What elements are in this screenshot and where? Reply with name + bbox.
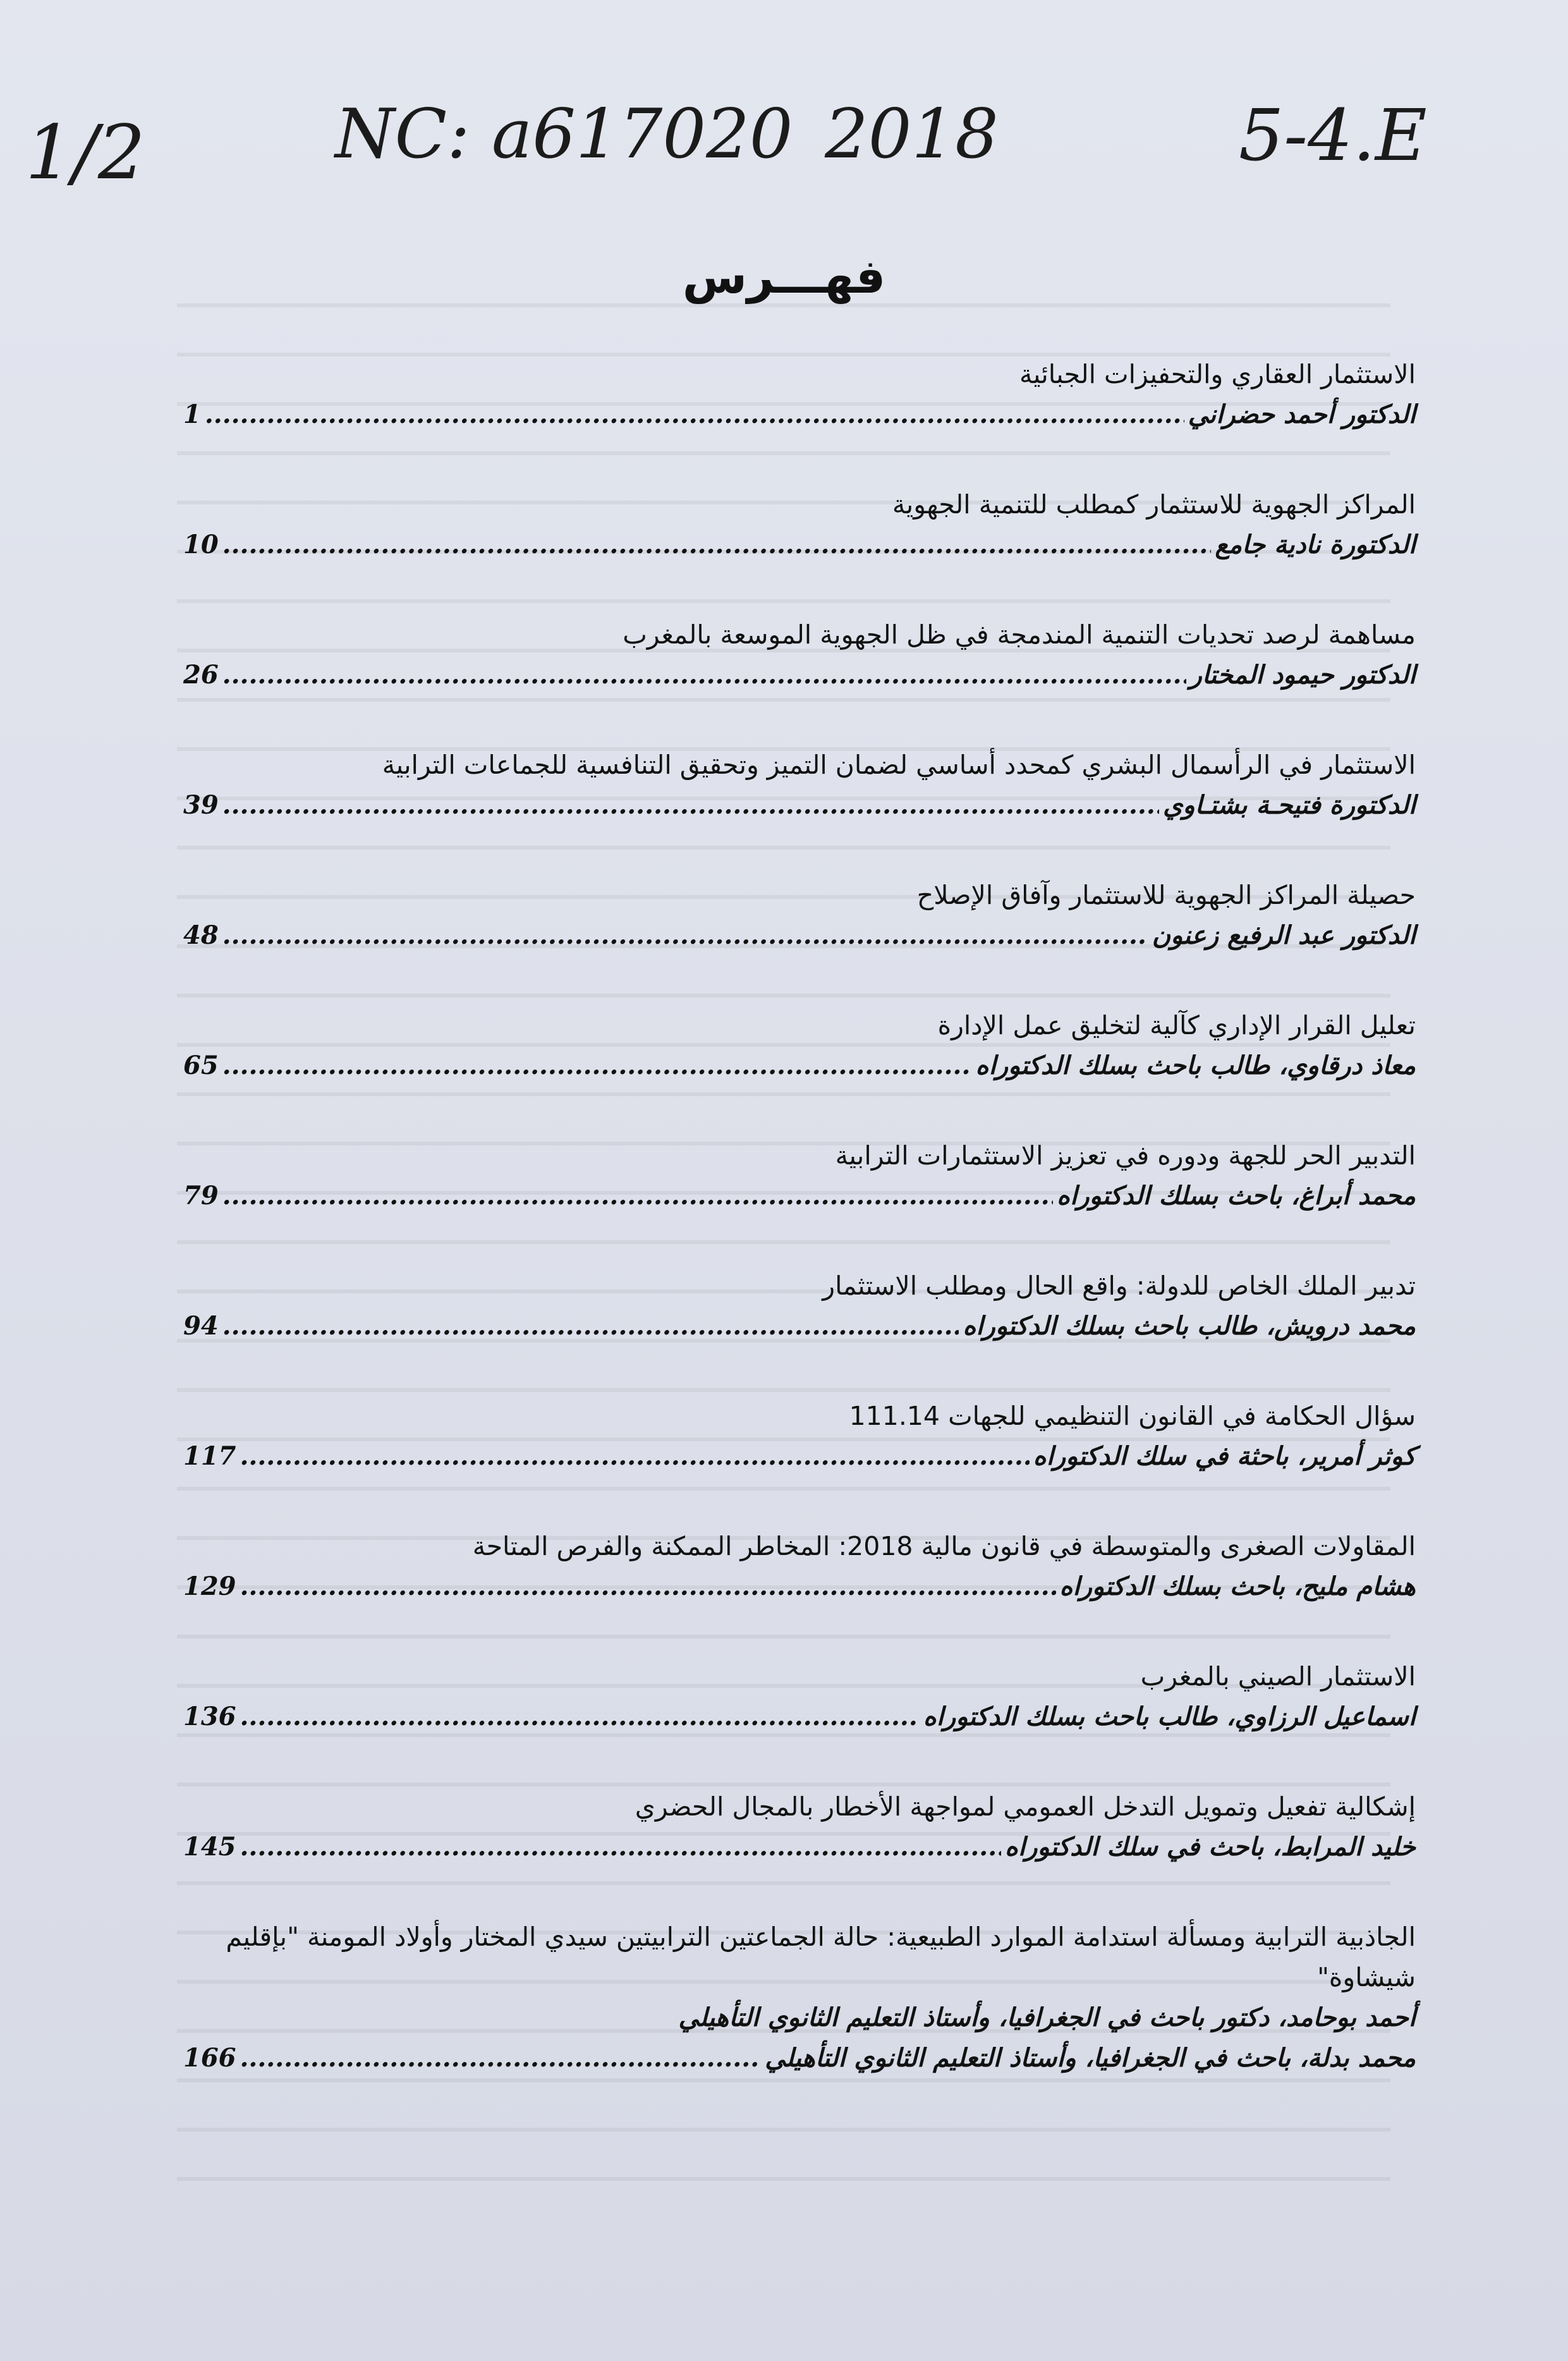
toc-entry-author-row [183, 785, 1416, 826]
toc-entry-author: الدكتور أحمد حضراني [1188, 400, 1416, 429]
toc-entry-title: المراكز الجهوية للاستثمار كمطلب للتنمية الجهوية [892, 489, 1416, 520]
toc-entry-author-row [183, 1436, 1416, 1477]
toc-entry [183, 1656, 1416, 1737]
toc-entry-author: اسماعيل الرزاوي، طالب باحث بسلك الدكتوراه [923, 1702, 1416, 1731]
toc-entry-page-number: 26 [183, 660, 219, 690]
toc-entry-author: محمد درويش، طالب باحث بسلك الدكتوراه [963, 1311, 1416, 1341]
toc-entry-page-number: 39 [183, 790, 219, 820]
toc-entry-author: كوثر أمرير، باحثة في سلك الدكتوراه [1033, 1441, 1416, 1471]
dot-leader [222, 1046, 972, 1086]
toc-entry-title: الجاذبية الترابية ومسألة استدامة الموارد الطبيعية: حالة الجماعتين الترابيتين سيدي المختار وأولاد المومنة "بإقليم شيشاوة" [226, 1922, 1416, 1992]
toc-entry-author: هشام مليح، باحث بسلك الدكتوراه [1059, 1571, 1416, 1601]
toc-entry-title: مساهمة لرصد تحديات التنمية المندمجة في ظل الجهوية الموسعة بالمغرب [623, 619, 1416, 650]
toc-entry-author-row [183, 1306, 1416, 1346]
toc-entry-page-number: 117 [183, 1441, 236, 1471]
toc-entry-title: التدبير الحر للجهة ودوره في تعزيز الاستثمارات الترابية [835, 1140, 1416, 1171]
toc-entry-author-row [183, 915, 1416, 956]
toc-entry-author: محمد أبراغ، باحث بسلك الدكتوراه [1057, 1181, 1416, 1211]
toc-entry-page-number: 1 [183, 400, 201, 429]
toc-entry-author-first: أحمد بوحامد، دكتور باحث في الجغرافيا، وأستاذ التعليم الثانوي التأهيلي [678, 2003, 1416, 2032]
toc-entry [183, 1396, 1416, 1477]
dot-leader [240, 1827, 1002, 1867]
toc-entry-title: تدبير الملك الخاص للدولة: واقع الحال ومطلب الاستثمار [822, 1271, 1416, 1301]
toc-entry [183, 875, 1416, 956]
toc-entry-author: الدكتورة فتيحـة بشتـاوي [1163, 790, 1416, 820]
handwritten-note-catalog-number: NC: a617020 [335, 95, 793, 174]
toc-entry-page-number: 136 [183, 1702, 236, 1731]
toc-entry [183, 1135, 1416, 1216]
dot-leader [222, 1176, 1053, 1216]
toc-entry-title: المقاولات الصغرى والمتوسطة في قانون مالية 2018: المخاطر الممكنة والفرص المتاحة [472, 1531, 1416, 1561]
dot-leader [240, 1566, 1056, 1607]
dot-leader [240, 2038, 762, 2078]
toc-entry-page-number: 79 [183, 1181, 219, 1211]
page-title: فهـــرس [682, 250, 886, 304]
dot-leader [222, 785, 1159, 826]
dot-leader [240, 1436, 1030, 1477]
toc-entry-author-row [183, 1046, 1416, 1086]
toc-entry-author-row [183, 1176, 1416, 1216]
toc-entry-author-row [183, 1566, 1416, 1607]
toc-entry-author: الدكتورة نادية جامع [1215, 530, 1416, 559]
toc-entry-author-row [183, 1827, 1416, 1867]
toc-entry-title: حصيلة المراكز الجهوية للاستثمار وآفاق الإصلاح [916, 880, 1416, 910]
toc-entry-author: معاذ درقاوي، طالب باحث بسلك الدكتوراه [975, 1051, 1416, 1080]
toc-entry-title: إشكالية تفعيل وتمويل التدخل العمومي لمواجهة الأخطار بالمجال الحضري [635, 1791, 1416, 1822]
dot-leader [222, 915, 1148, 956]
toc-entry-author-row [183, 655, 1416, 695]
toc-entry-page-number: 94 [183, 1311, 219, 1341]
toc-entry [183, 1786, 1416, 1867]
toc-entry-title: الاستثمار الصيني بالمغرب [1140, 1661, 1416, 1692]
toc-entry-title: الاستثمار العقاري والتحفيزات الجبائية [1019, 359, 1416, 389]
handwritten-note-year: 2018 [825, 95, 999, 174]
toc-entry-page-number: 65 [183, 1051, 219, 1080]
dot-leader [222, 1306, 959, 1346]
toc-entry-title: الاستثمار في الرأسمال البشري كمحدد أساسي لضمان التميز وتحقيق التنافسية للجماعات الترابية [382, 750, 1416, 780]
toc-entry [183, 484, 1416, 565]
toc-entry-title: سؤال الحكامة في القانون التنظيمي للجهات 111.14 [849, 1401, 1416, 1431]
toc-entry-page-number: 166 [183, 2043, 236, 2073]
handwritten-note-shelf-mark: 5-4.E [1239, 95, 1427, 177]
toc-entry-page-number: 145 [183, 1832, 236, 1862]
toc-entry-author-row [183, 1697, 1416, 1737]
toc-entry-author-row [183, 525, 1416, 565]
toc-entry-page-number: 48 [183, 920, 219, 950]
toc-entry [183, 1005, 1416, 1086]
toc-entry-page-number: 10 [183, 530, 219, 559]
dot-leader [205, 394, 1184, 435]
dot-leader [222, 655, 1186, 695]
toc-entry-author-row [183, 2038, 1416, 2078]
toc-entry [183, 354, 1416, 435]
toc-entry [183, 1526, 1416, 1607]
toc-entry-page-number: 129 [183, 1571, 236, 1601]
toc-entry-author: خليد المرابط، باحث في سلك الدكتوراه [1005, 1832, 1416, 1862]
toc-entry-author-second: محمد بدلة، باحث في الجغرافيا، وأستاذ التعليم الثانوي التأهيلي [765, 2043, 1416, 2073]
toc-entry-title: تعليل القرار الإداري كآلية لتخليق عمل الإدارة [937, 1010, 1416, 1040]
toc-entry [183, 1266, 1416, 1346]
handwritten-note-fraction: 1/2 [25, 109, 145, 196]
toc-entry [183, 614, 1416, 695]
toc-entry-last [183, 1917, 1416, 2078]
toc-entry-author: الدكتور عبد الرفيع زعنون [1152, 920, 1416, 950]
toc-entry [183, 745, 1416, 826]
table-of-contents [183, 354, 1416, 2128]
toc-entry-author-row [183, 394, 1416, 435]
toc-entry-author: الدكتور حيمود المختار [1189, 660, 1416, 690]
dot-leader [222, 525, 1212, 565]
dot-leader [240, 1697, 920, 1737]
